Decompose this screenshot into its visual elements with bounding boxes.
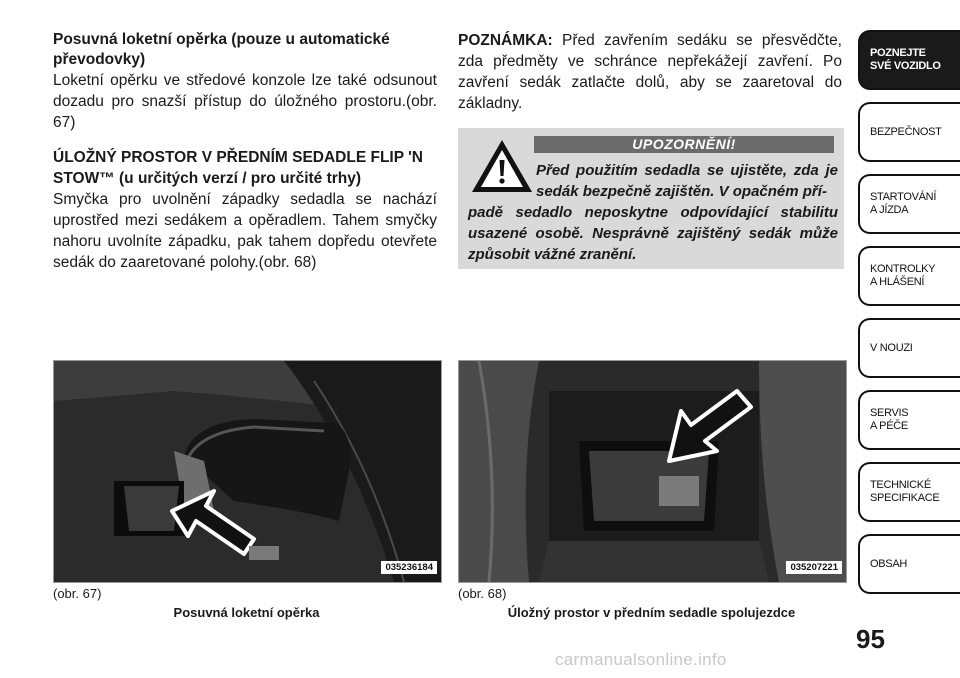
tab-bezpecnost[interactable] [858,102,960,162]
left-column [53,30,437,273]
tab-label: BEZPEČNOST [870,125,942,138]
warning-text [468,160,838,265]
page-number: 95 [856,624,885,654]
warning-line-1: Před použitím sedadla se ujistěte, zda je sedák bezpečně zajištěn. V opačném pří- [536,162,838,200]
tab-kontrolky-a-hlaseni[interactable] [858,246,960,306]
tab-startovani-a-jizda[interactable] [858,174,960,234]
warning-box [458,128,844,269]
flip-n-stow-paragraph: Smyčka pro uvolnění západky sedadla se nachází uprostřed mezi sedákem a opěradlem. Tahem smyčky nahoru uvolníte západku, pak tahem dopředu otevřete sedák do zaaretované polohy.(obr. 68) [53,191,437,271]
armrest-photo [54,361,441,582]
figure-68-code: 035207221 [786,561,842,574]
figure-67-title: Posuvná loketní opěrka [173,605,320,620]
section-heading-armrest: Posuvná loketní opěrka (pouze u automatické převodovky) [53,31,390,68]
note-lead: POZNÁMKA: [458,32,553,49]
tab-v-nouzi[interactable] [858,318,960,378]
seat-storage-photo [459,361,846,582]
tab-label: SERVIS A PÉČE [870,407,909,432]
tab-label: STARTOVÁNÍ A JÍZDA [870,191,937,216]
section-heading-flip-n-stow: ÚLOŽNÝ PROSTOR V PŘEDNÍM SEDADLE FLIP 'N STOW™ (u určitých verzí / pro určité trhy) [53,149,423,187]
tab-label: V NOUZI [870,341,913,354]
chapter-tabs [858,30,960,606]
watermark: carmanualsonline.info [555,650,727,669]
figure-67-image [53,360,442,583]
tab-obsah[interactable] [858,534,960,594]
figure-67-code: 035236184 [381,561,437,574]
warning-line-rest: padě sedadlo neposkytne odpovídající stabilitu usazené osobě. Nesprávně zajištěný sedák může způsobit vážné zranění. [468,204,838,263]
armrest-paragraph: Loketní opěrku ve středové konzole lze také odsunout dozadu pro snazší přístup do úložného prostoru.(obr. 67) [53,72,437,131]
tab-technicke-specifikace[interactable] [858,462,960,522]
tab-poznejte-sve-vozidlo[interactable] [858,30,960,90]
note-paragraph [458,30,842,114]
right-column [458,30,842,114]
tab-label: OBSAH [870,557,908,570]
tab-label: KONTROLKY A HLÁŠENÍ [870,263,936,288]
warning-title: UPOZORNĚNÍ! [534,136,834,153]
figure-68-image [458,360,847,583]
figure-68-title: Úložný prostor v předním sedadle spolujezdce [507,605,796,620]
tab-label: POZNEJTE SVÉ VOZIDLO [870,47,941,72]
figure-68-number: (obr. 68) [458,586,507,601]
note-text: Před zavřením sedáku se přesvědčte, zda předměty ve schránce nepřekážejí zavření. Po zavření sedák zatlačte dolů, aby se zaaretoval do základny. [458,32,842,112]
tab-servis-a-pece[interactable] [858,390,960,450]
figure-67-number: (obr. 67) [53,586,102,601]
tab-label: TECHNICKÉ SPECIFIKACE [870,479,940,504]
